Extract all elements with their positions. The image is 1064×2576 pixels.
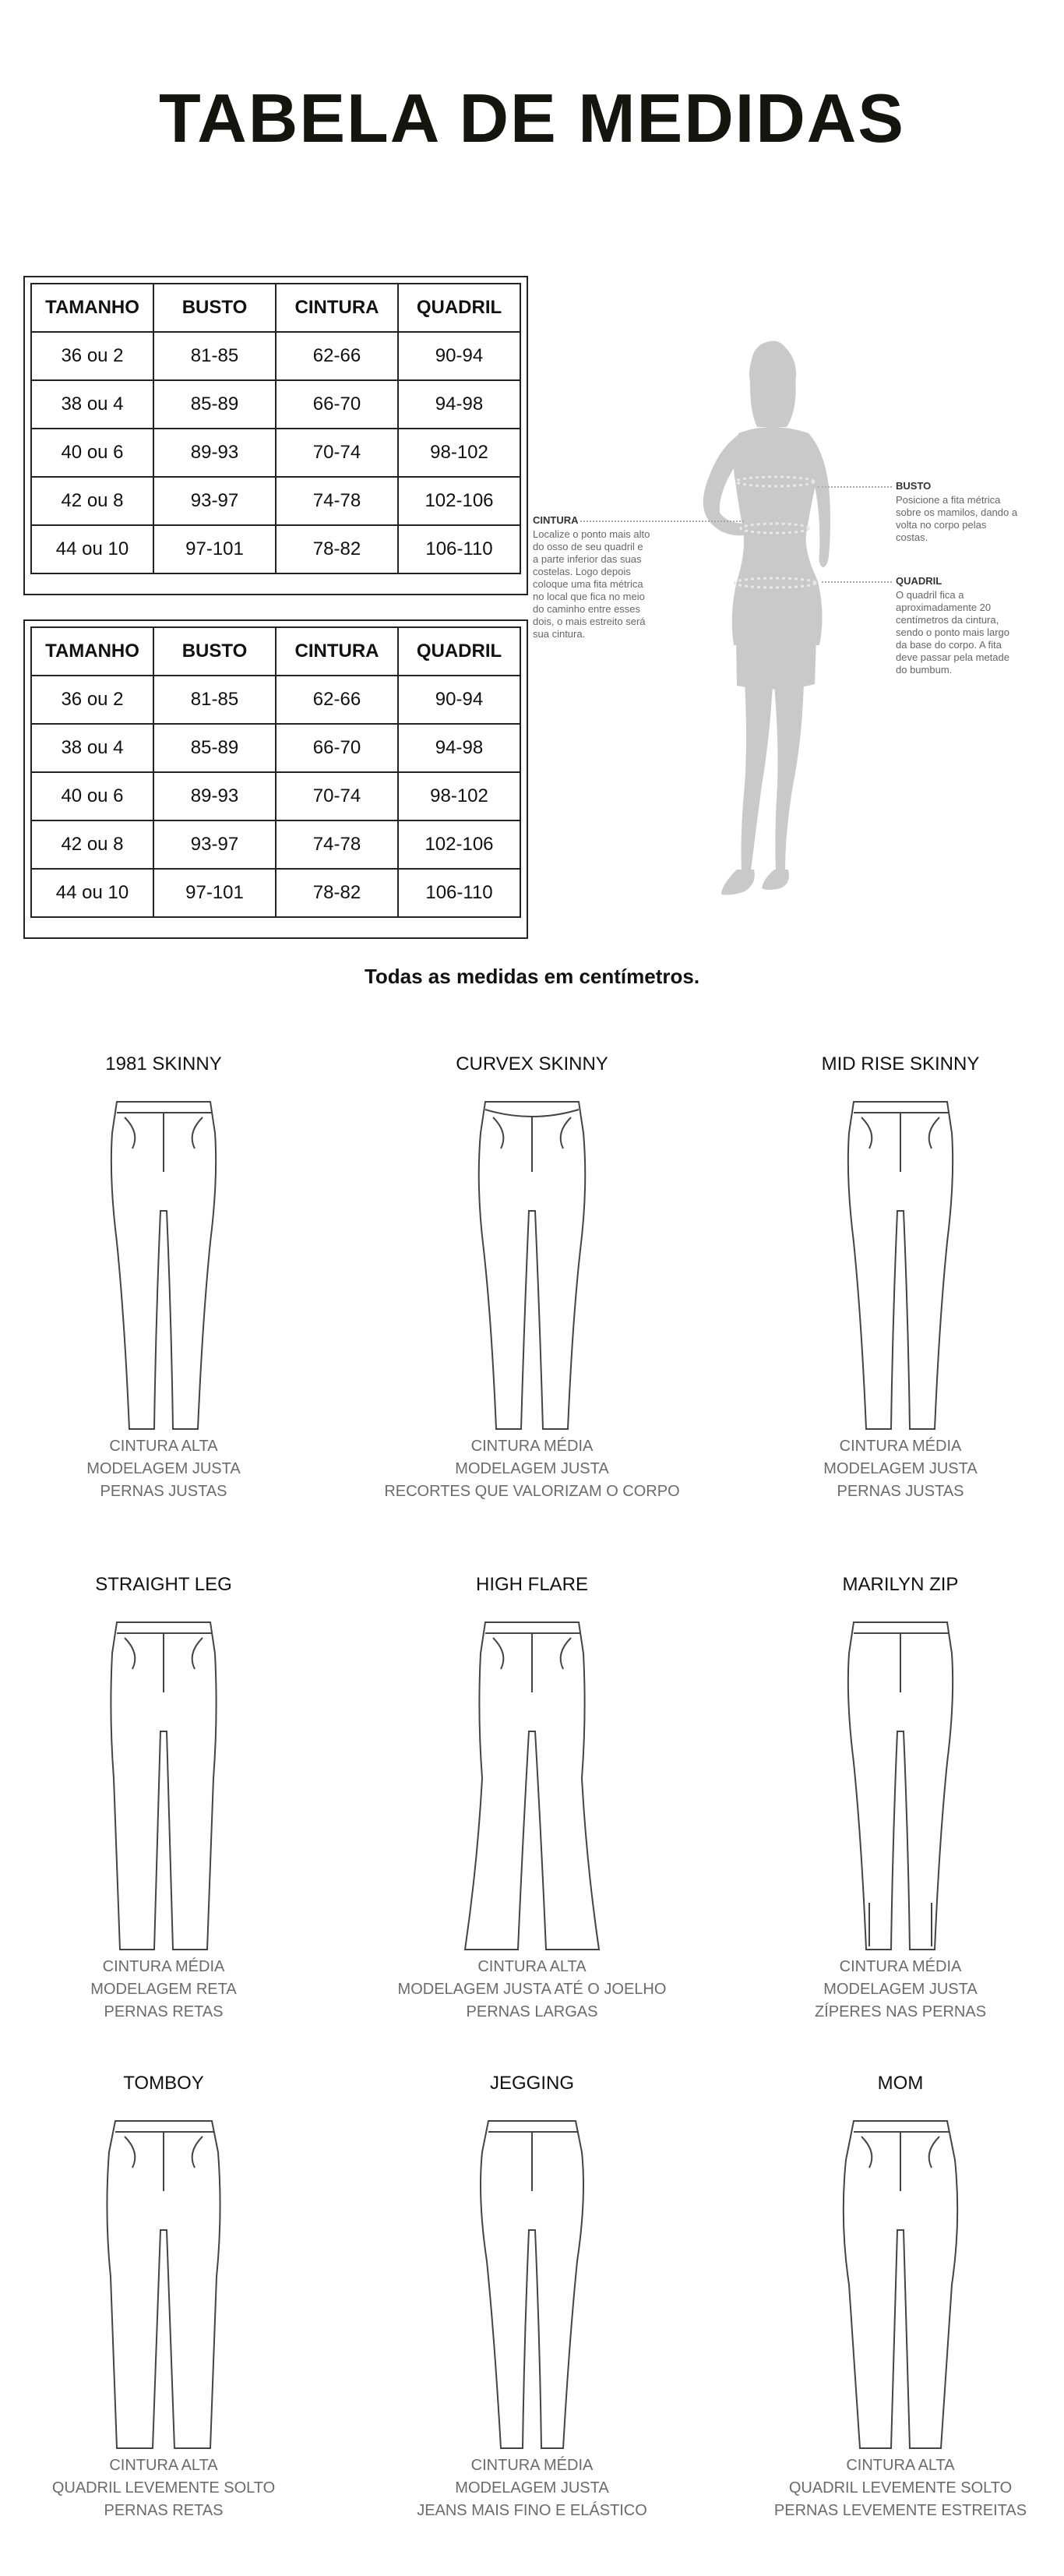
column-header-tamanho: TAMANHO — [31, 284, 153, 332]
quadril-pointer-line — [822, 581, 892, 583]
table-cell: 102-106 — [398, 477, 520, 525]
table-cell: 40 ou 6 — [31, 429, 153, 477]
size-table — [23, 276, 528, 595]
table-cell: 106-110 — [398, 525, 520, 573]
jegging-icon — [454, 2105, 610, 2464]
jeans-style-name: HIGH FLARE — [475, 1574, 589, 1595]
column-header-busto: BUSTO — [153, 284, 276, 332]
jeans-style-description: CINTURA MÉDIA MODELAGEM JUSTA RECORTES QUE VALORIZAM O CORPO — [384, 1438, 680, 1500]
table-cell: 66-70 — [276, 380, 398, 429]
column-header-busto: BUSTO — [153, 627, 276, 676]
table-cell: 90-94 — [398, 676, 520, 724]
table-cell: 98-102 — [398, 429, 520, 477]
table-cell: 85-89 — [153, 724, 276, 772]
jeans-style-card — [8, 1053, 319, 1513]
table-cell: 97-101 — [153, 525, 276, 573]
table-cell: 78-82 — [276, 525, 398, 573]
table-row — [31, 332, 520, 380]
table-header-row — [31, 284, 520, 332]
column-header-quadril: QUADRIL — [398, 627, 520, 676]
table-cell: 78-82 — [276, 869, 398, 917]
table-row — [31, 724, 520, 772]
jeans-style-card — [376, 2073, 688, 2532]
page-title: TABELA DE MEDIDAS — [159, 79, 905, 157]
zip-jeans-icon — [823, 1607, 978, 1965]
cintura-pointer-line — [580, 520, 744, 522]
jeans-style-card — [745, 1053, 1056, 1513]
table-cell: 106-110 — [398, 869, 520, 917]
jeans-style-description: CINTURA MÉDIA MODELAGEM RETA PERNAS RETAS — [90, 1958, 237, 2020]
table-cell: 44 ou 10 — [31, 869, 153, 917]
jeans-style-name: CURVEX SKINNY — [456, 1053, 608, 1075]
column-header-cintura: CINTURA — [276, 284, 398, 332]
mom-jeans-icon — [823, 2105, 978, 2464]
table-cell: 98-102 — [398, 772, 520, 820]
table-cell: 93-97 — [153, 477, 276, 525]
relaxed-jeans-icon — [86, 2105, 241, 2464]
table-cell: 85-89 — [153, 380, 276, 429]
jeans-style-description: CINTURA ALTA MODELAGEM JUSTA ATÉ O JOELHO PERNAS LARGAS — [397, 1958, 667, 2020]
table-cell: 44 ou 10 — [31, 525, 153, 573]
table-cell: 62-66 — [276, 332, 398, 380]
straight-jeans-icon — [86, 1607, 241, 1965]
jeans-style-name: JEGGING — [489, 2073, 574, 2094]
table-cell: 38 ou 4 — [31, 380, 153, 429]
table-cell: 70-74 — [276, 772, 398, 820]
table-row — [31, 772, 520, 820]
table-header-row — [31, 627, 520, 676]
table-cell: 94-98 — [398, 724, 520, 772]
table-cell: 81-85 — [153, 676, 276, 724]
jeans-style-name: MOM — [877, 2073, 924, 2094]
table-cell: 102-106 — [398, 820, 520, 869]
table-cell: 70-74 — [276, 429, 398, 477]
jeans-style-card — [376, 1574, 688, 2034]
skinny-jeans-icon — [454, 1086, 610, 1445]
busto-label: BUSTO — [896, 480, 932, 492]
jeans-style-name: STRAIGHT LEG — [95, 1574, 232, 1595]
table-cell: 40 ou 6 — [31, 772, 153, 820]
jeans-style-name: MARILYN ZIP — [842, 1574, 959, 1595]
table-row — [31, 477, 520, 525]
jeans-style-card — [745, 2073, 1056, 2532]
jeans-style-name: TOMBOY — [123, 2073, 204, 2094]
skinny-jeans-icon — [86, 1086, 241, 1445]
skinny-jeans-icon — [823, 1086, 978, 1445]
body-silhouette-illustration — [670, 333, 872, 910]
jeans-style-card — [376, 1053, 688, 1513]
jeans-style-description: CINTURA ALTA MODELAGEM JUSTA PERNAS JUSTAS — [86, 1438, 241, 1500]
jeans-style-description: CINTURA MÉDIA MODELAGEM JUSTA JEANS MAIS FINO E ELÁSTICO — [417, 2457, 647, 2519]
jeans-style-description: CINTURA ALTA QUADRIL LEVEMENTE SOLTO PERNAS LEVEMENTE ESTREITAS — [773, 2457, 1027, 2519]
table-row — [31, 676, 520, 724]
table-row — [31, 525, 520, 573]
table-cell: 42 ou 8 — [31, 477, 153, 525]
busto-pointer-line — [818, 486, 892, 488]
quadril-label: QUADRIL — [896, 575, 942, 587]
size-table — [23, 619, 528, 939]
table-cell: 66-70 — [276, 724, 398, 772]
table-cell: 74-78 — [276, 477, 398, 525]
table-cell: 90-94 — [398, 332, 520, 380]
table-cell: 94-98 — [398, 380, 520, 429]
flare-jeans-icon — [454, 1607, 610, 1965]
jeans-style-card — [745, 1574, 1056, 2034]
column-header-tamanho: TAMANHO — [31, 627, 153, 676]
cintura-label: CINTURA — [533, 514, 579, 526]
table-cell: 89-93 — [153, 772, 276, 820]
jeans-style-description: CINTURA ALTA QUADRIL LEVEMENTE SOLTO PERNAS RETAS — [51, 2457, 276, 2519]
busto-instructions: Posicione a fita métrica sobre os mamilos, dando a volta no corpo pelas costas. — [896, 494, 1018, 543]
jeans-style-description: CINTURA MÉDIA MODELAGEM JUSTA ZÍPERES NAS PERNAS — [814, 1958, 987, 2020]
table-row — [31, 820, 520, 869]
jeans-style-card — [8, 1574, 319, 2034]
table-cell: 74-78 — [276, 820, 398, 869]
table-row — [31, 429, 520, 477]
table-cell: 42 ou 8 — [31, 820, 153, 869]
table-cell: 36 ou 2 — [31, 332, 153, 380]
table-cell: 62-66 — [276, 676, 398, 724]
jeans-style-card — [8, 2073, 319, 2532]
table-cell: 36 ou 2 — [31, 676, 153, 724]
cintura-instructions: Localize o ponto mais alto do osso de seu quadril e a parte inferior das suas costelas. Logo depois coloque uma fita métrica no local que fica no meio do caminho entre esses dois, o mais estreito será sua cintura. — [533, 528, 650, 640]
quadril-instructions: O quadril fica a aproximadamente 20 centímetros da cintura, sendo o ponto mais largo da base do corpo. A fita deve passar pela metade do bumbum. — [896, 589, 1009, 676]
table-row — [31, 380, 520, 429]
column-header-cintura: CINTURA — [276, 627, 398, 676]
units-note: Todas as medidas em centímetros. — [364, 965, 700, 988]
jeans-style-description: CINTURA MÉDIA MODELAGEM JUSTA PERNAS JUSTAS — [823, 1438, 978, 1500]
table-cell: 38 ou 4 — [31, 724, 153, 772]
table-cell: 89-93 — [153, 429, 276, 477]
table-cell: 93-97 — [153, 820, 276, 869]
table-cell: 81-85 — [153, 332, 276, 380]
column-header-quadril: QUADRIL — [398, 284, 520, 332]
table-row — [31, 869, 520, 917]
table-cell: 97-101 — [153, 869, 276, 917]
jeans-style-name: 1981 SKINNY — [105, 1053, 222, 1075]
jeans-style-name: MID RISE SKINNY — [821, 1053, 980, 1075]
